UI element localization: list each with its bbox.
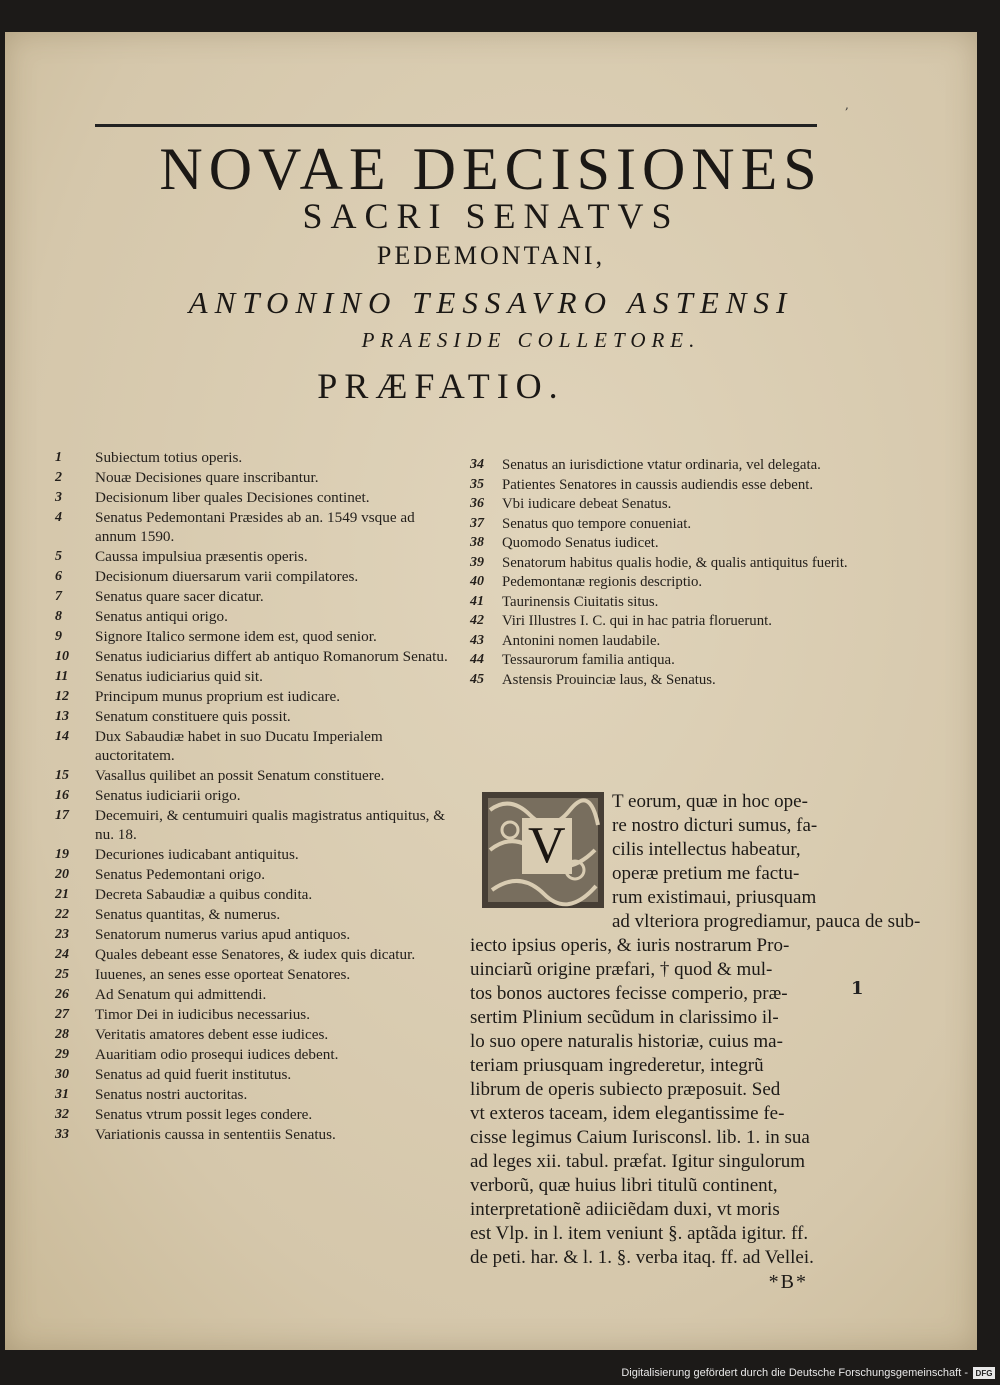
- index-number: 31: [55, 1087, 69, 1102]
- index-text: Auaritiam odio prosequi iudices debent.: [95, 1046, 339, 1063]
- index-text: Principum munus proprium est iudicare.: [95, 688, 341, 705]
- body-line: teriam priusquam ingrederetur, integrũ: [470, 1055, 764, 1076]
- digitization-footer: [600, 1364, 995, 1382]
- index-entry: [55, 607, 455, 626]
- index-number: 44: [470, 652, 484, 667]
- index-entry: [55, 1085, 455, 1104]
- index-text: Caussa impulsiua præsentis operis.: [95, 548, 308, 565]
- index-entry: [55, 965, 455, 984]
- body-line: re nostro dicturi sumus, fa-: [612, 815, 818, 836]
- index-column-right: [470, 456, 855, 690]
- author-line: ANTONINO TESSAVRO ASTENSI: [188, 285, 794, 320]
- index-text: Dux Sabaudiæ habet in suo Ducatu Imperialem auctoritatem.: [95, 728, 383, 764]
- index-entry: [470, 476, 855, 495]
- body-line: lo suo opere naturalis historiæ, cuius ma-: [470, 1031, 783, 1052]
- index-entry: [55, 627, 455, 646]
- dfg-logo: DFG: [973, 1367, 995, 1379]
- author-role-line: PRAESIDE COLLETORE.: [361, 328, 701, 352]
- index-entry: [55, 945, 455, 964]
- index-number: 37: [470, 515, 484, 531]
- index-entry: [55, 567, 455, 586]
- index-text: Senatus nostri auctoritas.: [95, 1086, 248, 1103]
- index-entry: [55, 1065, 455, 1084]
- footer-text: Digitalisierung gefördert durch die Deutsche Forschungsgemeinschaft -: [621, 1367, 968, 1379]
- index-entry: [55, 1045, 455, 1064]
- decorated-initial: [480, 790, 606, 910]
- index-number: 35: [470, 476, 484, 492]
- index-number: 40: [470, 574, 484, 589]
- index-number: 39: [470, 554, 484, 570]
- index-number: 23: [55, 927, 69, 942]
- index-number: 12: [55, 689, 69, 704]
- index-entry: [55, 1025, 455, 1044]
- index-text: Antonini nomen laudabile.: [502, 632, 661, 649]
- index-text: Senatus quo tempore conueniat.: [502, 515, 692, 532]
- index-column-left: [55, 448, 455, 1145]
- index-entry: [470, 456, 855, 475]
- index-text: Senatus an iurisdictione vtatur ordinaria, vel delegata.: [502, 457, 821, 473]
- index-number: 10: [55, 649, 69, 664]
- margin-note-number: 1: [851, 978, 864, 999]
- index-entry: [55, 985, 455, 1004]
- index-text: Senatus Pedemontani Præsides ab an. 1549 vsque ad annum 1590.: [95, 509, 415, 545]
- body-line: verborũ, quæ huius libri titulũ continent,: [470, 1175, 778, 1196]
- index-text: Decisionum liber quales Decisiones continet.: [95, 489, 370, 506]
- index-number: 34: [470, 457, 484, 472]
- header-rule: [95, 124, 817, 127]
- index-text: Veritatis amatores debent esse iudices.: [95, 1026, 329, 1043]
- index-number: 11: [55, 669, 69, 684]
- index-text: Decemuiri, & centumuiri qualis magistratus antiquitus, & nu. 18.: [95, 807, 446, 843]
- initial-letter: V: [522, 818, 572, 874]
- index-text: Iuuenes, an senes esse oporteat Senatores.: [95, 966, 351, 983]
- index-text: Viri Illustres I. C. qui in hac patria floruerunt.: [502, 613, 772, 629]
- body-line: operæ pretium me factu-: [612, 863, 800, 884]
- index-text: Nouæ Decisiones quare inscribantur.: [95, 469, 319, 486]
- index-entry: [470, 515, 855, 534]
- index-entry: [55, 1125, 455, 1144]
- title-line-1: NOVAE DECISIONES: [159, 136, 823, 202]
- index-text: Timor Dei in iudicibus necessarius.: [95, 1006, 310, 1023]
- body-line: ad leges xii. tabul. præfat. Igitur singulorum: [470, 1151, 806, 1172]
- index-text: Astensis Prouinciæ laus, & Senatus.: [502, 671, 716, 688]
- index-entry: [55, 687, 455, 706]
- index-entry: [55, 707, 455, 726]
- index-number: 5: [55, 549, 62, 564]
- index-number: 7: [55, 589, 62, 604]
- index-number: 36: [470, 496, 484, 511]
- index-text: Decisionum diuersarum varii compilatores.: [95, 568, 359, 585]
- index-text: Senatus quantitas, & numerus.: [95, 906, 281, 923]
- index-number: 26: [55, 987, 69, 1002]
- index-entry: [55, 766, 455, 785]
- index-number: 2: [55, 470, 62, 485]
- index-number: 24: [55, 947, 69, 962]
- index-text: Subiectum totius operis.: [95, 449, 243, 466]
- index-number: 22: [55, 907, 69, 922]
- index-text: Senatus iudiciarii origo.: [95, 787, 241, 804]
- index-entry: [55, 448, 455, 467]
- body-line: iecto ipsius operis, & iuris nostrarum Pro-: [470, 935, 790, 956]
- index-text: Quales debeant esse Senatores, & iudex quis dicatur.: [95, 946, 416, 963]
- index-text: Decreta Sabaudiæ a quibus condita.: [95, 886, 313, 903]
- index-number: 25: [55, 967, 69, 982]
- index-number: 42: [470, 613, 484, 628]
- index-number: 41: [470, 593, 484, 609]
- index-entry: [55, 806, 455, 844]
- index-text: Senatus iudiciarius differt ab antiquo Romanorum Senatu.: [95, 648, 448, 665]
- index-text: Decuriones iudicabant antiquitus.: [95, 846, 299, 863]
- body-line: uinciarũ origine præfari, † quod & mul-: [470, 959, 773, 980]
- index-number: 8: [55, 609, 62, 624]
- index-text: Ad Senatum qui admittendi.: [95, 986, 267, 1003]
- index-text: Senatorum numerus varius apud antiquos.: [95, 926, 351, 943]
- index-number: 9: [55, 629, 62, 644]
- index-entry: [55, 925, 455, 944]
- index-entry: [55, 508, 455, 546]
- body-line: rum existimaui, priusquam: [612, 887, 817, 908]
- index-number: 28: [55, 1027, 69, 1042]
- index-number: 14: [55, 729, 69, 744]
- body-line: T eorum, quæ in hoc ope-: [612, 791, 808, 812]
- index-entry: [55, 667, 455, 686]
- index-text: Senatus Pedemontani origo.: [95, 866, 265, 883]
- index-entry: [470, 554, 855, 573]
- body-line: cilis intellectus habeatur,: [612, 839, 801, 860]
- index-entry: [470, 632, 855, 651]
- index-entry: [55, 727, 455, 765]
- index-number: 15: [55, 768, 69, 783]
- index-number: 43: [470, 632, 484, 648]
- index-entry: [55, 468, 455, 487]
- index-text: Senatum constituere quis possit.: [95, 708, 291, 725]
- body-line: ad vlteriora progrediamur, pauca de sub-: [612, 911, 921, 932]
- index-entry: [470, 495, 855, 514]
- index-number: 13: [55, 709, 69, 724]
- index-entry: [55, 547, 455, 566]
- index-number: 17: [55, 808, 69, 823]
- index-text: Senatus antiqui origo.: [95, 608, 228, 625]
- index-number: 33: [55, 1127, 69, 1142]
- index-text: Senatus iudiciarius quid sit.: [95, 668, 263, 685]
- index-number: 4: [55, 510, 62, 525]
- index-number: 3: [55, 490, 62, 505]
- index-entry: [470, 534, 855, 553]
- index-entry: [470, 612, 855, 631]
- index-text: Tessaurorum familia antiqua.: [502, 652, 675, 668]
- index-number: 16: [55, 788, 69, 803]
- praefatio-heading: PRÆFATIO.: [317, 366, 565, 406]
- body-line: vt exteros taceam, idem elegantissime fe-: [470, 1103, 785, 1124]
- book-page: [5, 32, 977, 1350]
- index-entry: [55, 865, 455, 884]
- index-number: 6: [55, 569, 62, 584]
- index-number: 45: [470, 671, 484, 687]
- title-line-3: PEDEMONTANI,: [376, 241, 606, 270]
- index-entry: [55, 647, 455, 666]
- index-entry: [55, 905, 455, 924]
- index-text: Senatorum habitus qualis hodie, & qualis antiquitus fuerit.: [502, 554, 848, 571]
- index-number: 32: [55, 1107, 69, 1122]
- index-entry: [55, 1005, 455, 1024]
- index-text: Variationis caussa in sententiis Senatus.: [95, 1126, 336, 1143]
- index-number: 1: [55, 450, 62, 465]
- index-entry: [55, 488, 455, 507]
- index-entry: [470, 671, 855, 690]
- title-line-2: SACRI SENATVS: [302, 196, 680, 236]
- body-line: de peti. har. & l. 1. §. verba itaq. ff. ad Vellei.: [470, 1247, 814, 1268]
- index-number: 30: [55, 1067, 69, 1082]
- index-text: Senatus vtrum possit leges condere.: [95, 1106, 313, 1123]
- index-number: 20: [55, 867, 69, 882]
- body-line: librum de operis subiecto præposuit. Sed: [470, 1079, 781, 1100]
- index-number: 19: [55, 847, 69, 862]
- index-text: Quomodo Senatus iudicet.: [502, 535, 659, 551]
- index-text: Vbi iudicare debeat Senatus.: [502, 496, 672, 512]
- corner-mark: ,: [845, 98, 849, 112]
- index-number: 21: [55, 887, 69, 902]
- preface-body: [470, 790, 921, 1294]
- index-number: 38: [470, 535, 484, 550]
- index-entry: [55, 885, 455, 904]
- index-text: Signore Italico sermone idem est, quod senior.: [95, 628, 377, 645]
- index-text: Pedemontanæ regionis descriptio.: [502, 574, 703, 590]
- index-text: Taurinensis Ciuitatis situs.: [502, 593, 659, 610]
- index-entry: [55, 786, 455, 805]
- index-text: Vasallus quilibet an possit Senatum constituere.: [95, 767, 385, 784]
- body-line: cisse legimus Caium Iurisconsl. lib. 1. in sua: [470, 1127, 810, 1148]
- body-line: sertim Plinium secũdum in clarissimo il-: [470, 1007, 779, 1028]
- index-entry: [470, 593, 855, 612]
- index-entry: [55, 845, 455, 864]
- index-entry: [55, 587, 455, 606]
- index-number: 29: [55, 1047, 69, 1062]
- index-text: Senatus ad quid fuerit institutus.: [95, 1066, 292, 1083]
- body-line: tos bonos auctores fecisse comperio, præ-: [470, 983, 788, 1004]
- index-number: 27: [55, 1007, 69, 1022]
- index-entry: [55, 1105, 455, 1124]
- index-text: Patientes Senatores in caussis audiendis esse debent.: [502, 476, 814, 493]
- body-line: est Vlp. in l. item veniunt §. aptãda igitur. ff.: [470, 1223, 809, 1244]
- index-text: Senatus quare sacer dicatur.: [95, 588, 264, 605]
- catchword: *B*: [768, 1271, 808, 1293]
- index-entry: [470, 573, 855, 592]
- body-line: interpretationẽ adiiciẽdam duxi, vt moris: [470, 1199, 780, 1220]
- index-entry: [470, 651, 855, 670]
